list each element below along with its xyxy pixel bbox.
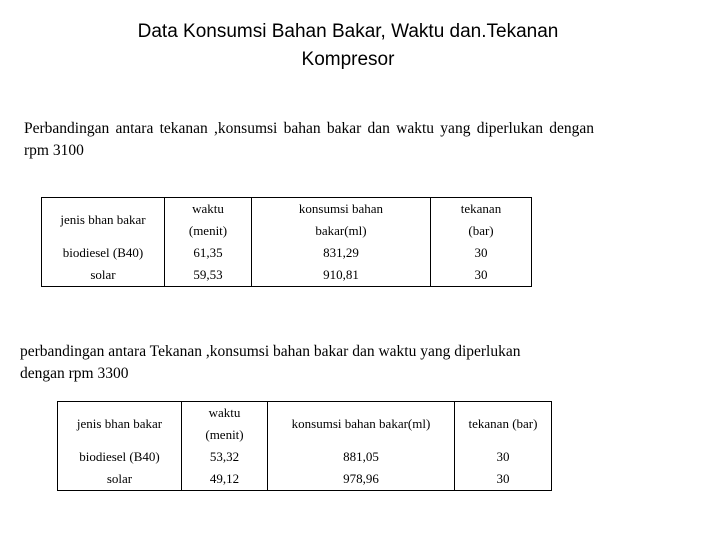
table-header-row — [58, 402, 552, 447]
header-waktu-line2: (menit) — [188, 223, 228, 238]
header-waktu-line1: waktu — [208, 405, 241, 420]
header-konsumsi — [268, 402, 455, 447]
cell-tekanan: 30 — [431, 242, 532, 264]
cell-konsumsi: 881,05 — [268, 446, 455, 468]
table-row — [58, 468, 552, 491]
cell-tekanan: 30 — [455, 446, 552, 468]
header-konsumsi-line2: bakar(ml) — [315, 223, 367, 238]
cell-jenis: biodiesel (B40) — [42, 242, 165, 264]
header-jenis — [58, 402, 182, 447]
header-tekanan-line1: tekanan — [460, 201, 502, 216]
cell-waktu: 49,12 — [182, 468, 268, 491]
header-konsumsi-label: konsumsi bahan bakar(ml) — [291, 416, 431, 431]
header-waktu — [182, 402, 268, 447]
header-tekanan — [431, 198, 532, 243]
header-jenis — [42, 198, 165, 243]
cell-jenis: solar — [58, 468, 182, 491]
cell-tekanan: 30 — [455, 468, 552, 491]
cell-konsumsi: 910,81 — [252, 264, 431, 287]
header-konsumsi — [252, 198, 431, 243]
cell-jenis: solar — [42, 264, 165, 287]
cell-konsumsi: 978,96 — [268, 468, 455, 491]
header-tekanan — [455, 402, 552, 447]
header-waktu-line1: waktu — [192, 201, 224, 216]
table-rpm-3300 — [57, 401, 552, 491]
table-row — [42, 264, 532, 287]
header-waktu — [165, 198, 252, 243]
header-waktu-line2: (menit) — [205, 427, 244, 442]
header-jenis-label: jenis bhan bakar — [60, 212, 146, 227]
cell-waktu: 59,53 — [165, 264, 252, 287]
section1-intro: Perbandingan antara tekanan ,konsumsi bahan bakar dan waktu yang diperlukan dengan rpm 3100 — [24, 120, 594, 159]
cell-jenis: biodiesel (B40) — [58, 446, 182, 468]
section2-intro: perbandingan antara Tekanan ,konsumsi bahan bakar dan waktu yang diperlukan dengan rpm 3300 — [20, 343, 521, 382]
cell-tekanan: 30 — [431, 264, 532, 287]
page-title-line1: Data Konsumsi Bahan Bakar, Waktu dan.Tekanan — [137, 21, 559, 42]
cell-waktu: 53,32 — [182, 446, 268, 468]
table-header-row — [42, 198, 532, 243]
table-row — [58, 446, 552, 468]
header-konsumsi-line1: konsumsi bahan — [298, 201, 384, 216]
header-tekanan-line2: (bar) — [468, 223, 494, 238]
page-title — [0, 18, 696, 74]
header-tekanan-label: tekanan (bar) — [468, 416, 538, 431]
cell-waktu: 61,35 — [165, 242, 252, 264]
table-rpm-3100 — [41, 197, 532, 287]
header-jenis-label: jenis bhan bakar — [76, 416, 163, 431]
page-title-line2: Kompresor — [301, 49, 395, 70]
cell-konsumsi: 831,29 — [252, 242, 431, 264]
table-row — [42, 242, 532, 264]
